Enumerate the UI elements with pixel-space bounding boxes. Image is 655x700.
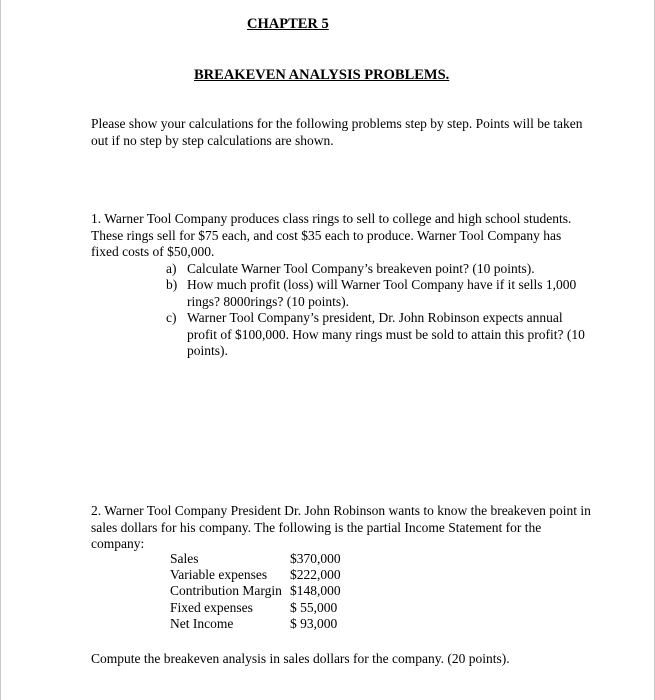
income-value: $ 93,000 [290, 615, 338, 631]
income-label: Variable expenses [170, 567, 268, 583]
income-label: Contribution Margin [170, 583, 282, 599]
income-label: Sales [170, 551, 199, 566]
chapter-heading: CHAPTER 5 [247, 16, 329, 32]
part-marker: a) [166, 261, 177, 276]
problem-1-part-c [166, 310, 606, 360]
income-row-contribution-margin [170, 583, 341, 599]
problem-1-part-b [166, 277, 606, 310]
income-row-net-income [170, 616, 341, 632]
part-marker: b) [166, 277, 178, 292]
income-label: Net Income [170, 615, 234, 631]
page-edge-left [0, 0, 1, 700]
income-row-variable-expenses [170, 567, 341, 583]
problem-1-part-a [166, 261, 606, 278]
income-row-fixed-expenses [170, 600, 341, 616]
part-marker: c) [166, 310, 177, 325]
income-label: Fixed expenses [170, 599, 253, 615]
income-value: $222,000 [290, 567, 341, 583]
problem-2-question: Compute the breakeven analysis in sales dollars for the company. (20 points). [91, 651, 510, 666]
income-statement-table [170, 551, 341, 632]
income-value: $148,000 [290, 583, 341, 599]
problem-1-text: 1. Warner Tool Company produces class rings to sell to college and high school students. These rings sell for $75 each, and cost $35 each to produce. Warner Tool Company has fixed costs of $50,000. [91, 211, 572, 259]
instructions-paragraph: Please show your calculations for the following problems step by step. Points will be taken out if no step by step calculations are shown. [91, 116, 583, 148]
income-value: $370,000 [290, 551, 341, 566]
part-text: How much profit (loss) will Warner Tool Company have if it sells 1,000 rings? 8000rings? (10 points). [187, 277, 577, 309]
income-row-sales [170, 551, 341, 567]
section-title: BREAKEVEN ANALYSIS PROBLEMS. [194, 67, 450, 83]
income-value: $ 55,000 [290, 599, 338, 615]
part-text: Warner Tool Company’s president, Dr. John Robinson expects annual profit of $100,000. How many rings must be sold to attain this profit? (10 points). [187, 310, 585, 358]
problem-2-text: 2. Warner Tool Company President Dr. John Robinson wants to know the breakeven point in sales dollars for his company. The following is the partial Income Statement for the company: [91, 503, 591, 551]
part-text: Calculate Warner Tool Company’s breakeven point? (10 points). [187, 261, 535, 276]
